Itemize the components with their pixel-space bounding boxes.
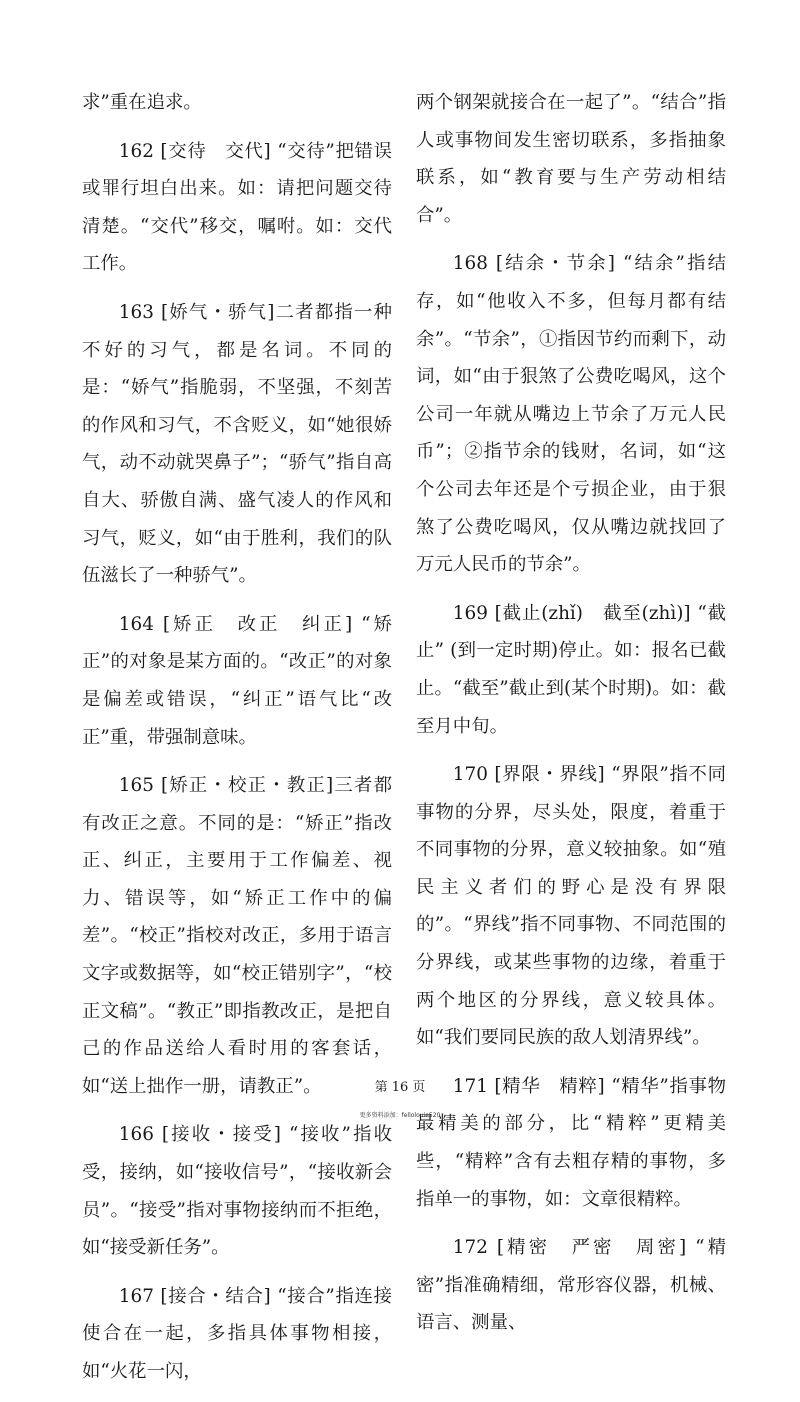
paragraph: 167 [接合・结合] “接合”指连接使合在一起，多指具体事物相接，如“火花一闪， <box>82 1285 392 1382</box>
left-column <box>82 84 392 1402</box>
bottom-note: 更多资料添加：fellolouie520 <box>359 1112 441 1119</box>
paragraph: 两个钢架就接合在一起了”。“结合”指人或事物间发生密切联系，多指抽象联系，如“教育要与生产劳动相结合”。 <box>416 92 726 226</box>
paragraph: 165 [矫正・校正・教正]三者都有改正之意。不同的是：“矫正”指改正、纠正，主要用于工作偏差、视力、错误等，如“矫正工作中的偏差”。“校正”指校对改正，多用于语言文字或数据等，如“校正错别字”，“校正文稿”。“教正”即指教改正，是把自己的作品送给人看时用的客套话，如“送上拙作一册，请教正”。 <box>82 775 392 1097</box>
paragraph: 171 [精华 精粹] “精华”指事物最精美的部分，比“精粹”更精美些，“精粹”含有去粗存精的事物，多指单一的事物，如：文章很精粹。 <box>416 1075 726 1210</box>
right-column <box>416 84 726 1353</box>
paragraph: 172 [精密 严密 周密] “精密”指准确精细，常形容仪器，机械、语言、测量、 <box>416 1237 726 1334</box>
paragraph: 170 [界限・界线] “界限”指不同事物的分界，尽头处，限度，着重于不同事物的分界，意义较抽象。如“殖民主义者们的野心是没有界限的”。“界线”指不同事物、不同范围的分界线，或某些事物的边缘，着重于两个地区的分界线，意义较具体。如“我们要同民族的敌人划清界线”。 <box>416 764 726 1049</box>
paragraph: 163 [娇气・骄气]二者都指一种不好的习气，都是名词。不同的是：“娇气”指脆弱，不坚强，不刻苦的作风和习气，不含贬义，如“她很娇气，动不动就哭鼻子”；“骄气”指自高自大、骄傲自满、盛气凌人的作风和习气，贬义，如“由于胜利，我们的队伍滋长了一种骄气”。 <box>82 301 392 587</box>
paragraph: 164 [矫正 改正 纠正] “矫正”的对象是某方面的。“改正”的对象是偏差或错误，“纠正”语气比“改正”重，带强制意味。 <box>82 613 392 748</box>
paragraph: 169 [截止(zhǐ) 截至(zhì)] “截止” (到一定时期)停止。如：报名已截止。“截至”截止到(某个时期)。如：截至月中旬。 <box>416 602 726 737</box>
page-number: 第 16 页 <box>374 1080 426 1095</box>
paragraph: 168 [结余・节余] “结余”指结存，如“他收入不多，但每月都有结余”。“节余”，①指因节约而剩下，动词，如“由于狠煞了公费吃喝风，这个公司一年就从嘴边上节余了万元人民币”；②指节余的钱财，名词，如“这个公司去年还是个亏损企业，由于狠煞了公费吃喝风，仅从嘴边就找回了万元人民币的节余”。 <box>416 253 726 576</box>
paragraph: 162 [交待 交代] “交待”把错误或罪行坦白出来。如：请把问题交待清楚。“交代”移交，嘱咐。如：交代工作。 <box>82 140 392 275</box>
paragraph: 166 [接收・接受] “接收”指收受，接纳，如“接收信号”，“接收新会员”。“接受”指对事物接纳而不拒绝，如“接受新任务”。 <box>82 1124 392 1259</box>
paragraph: 求”重在追求。 <box>82 92 202 113</box>
